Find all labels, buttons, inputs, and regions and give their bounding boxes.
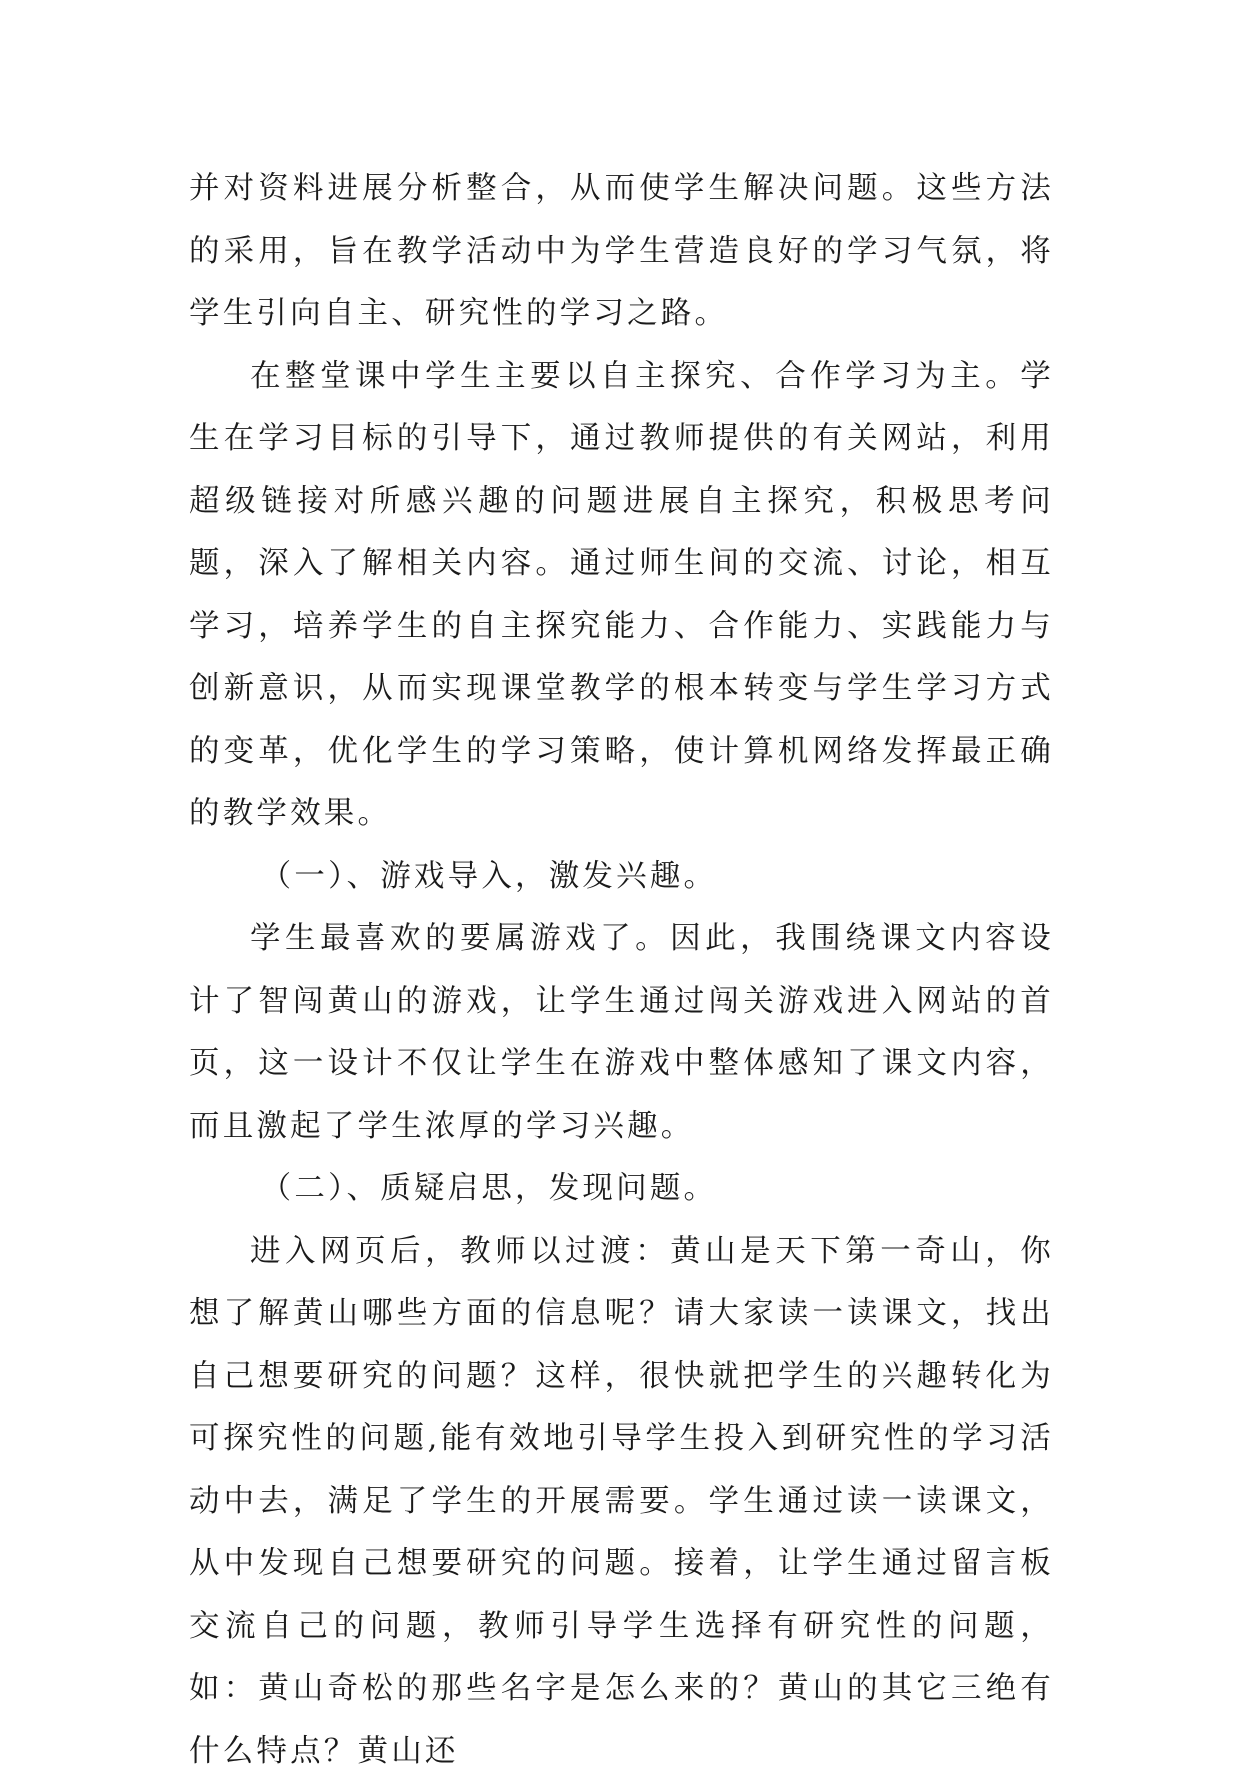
- section-heading-questioning: （二）、质疑启思，发现问题。: [189, 1158, 1054, 1221]
- paragraph-questioning: 进入网页后，教师以过渡：黄山是天下第一奇山，你想了解黄山哪些方面的信息呢？请大家读一读课文，找出自己想要研究的问题？这样，很快就把学生的兴趣转化为可探究性的问题,能有效地引导学生投入到研究性的学习活动中去，满足了学生的开展需要。学生通过读一读课文，从中发现自己想要研究的问题。接着，让学生通过留言板交流自己的问题，教师引导学生选择有研究性的问题，如：黄山奇松的那些名字是怎么来的？黄山的其它三绝有什么特点？黄山还: [189, 1221, 1054, 1783]
- paragraph-continuation: 并对资料进展分析整合，从而使学生解决问题。这些方法的采用，旨在教学活动中为学生营造良好的学习气氛，将学生引向自主、研究性的学习之路。: [189, 158, 1054, 346]
- section-heading-game-intro: （一）、游戏导入，激发兴趣。: [189, 846, 1054, 909]
- paragraph-game-intro: 学生最喜欢的要属游戏了。因此，我围绕课文内容设计了智闯黄山的游戏，让学生通过闯关游戏进入网站的首页，这一设计不仅让学生在游戏中整体感知了课文内容，而且激起了学生浓厚的学习兴趣。: [189, 908, 1054, 1158]
- paragraph-class-overview: 在整堂课中学生主要以自主探究、合作学习为主。学生在学习目标的引导下，通过教师提供的有关网站，利用超级链接对所感兴趣的问题进展自主探究，积极思考问题，深入了解相关内容。通过师生间的交流、讨论，相互学习，培养学生的自主探究能力、合作能力、实践能力与创新意识，从而实现课堂教学的根本转变与学生学习方式的变革，优化学生的学习策略，使计算机网络发挥最正确的教学效果。: [189, 346, 1054, 846]
- body-text: [189, 158, 1054, 1783]
